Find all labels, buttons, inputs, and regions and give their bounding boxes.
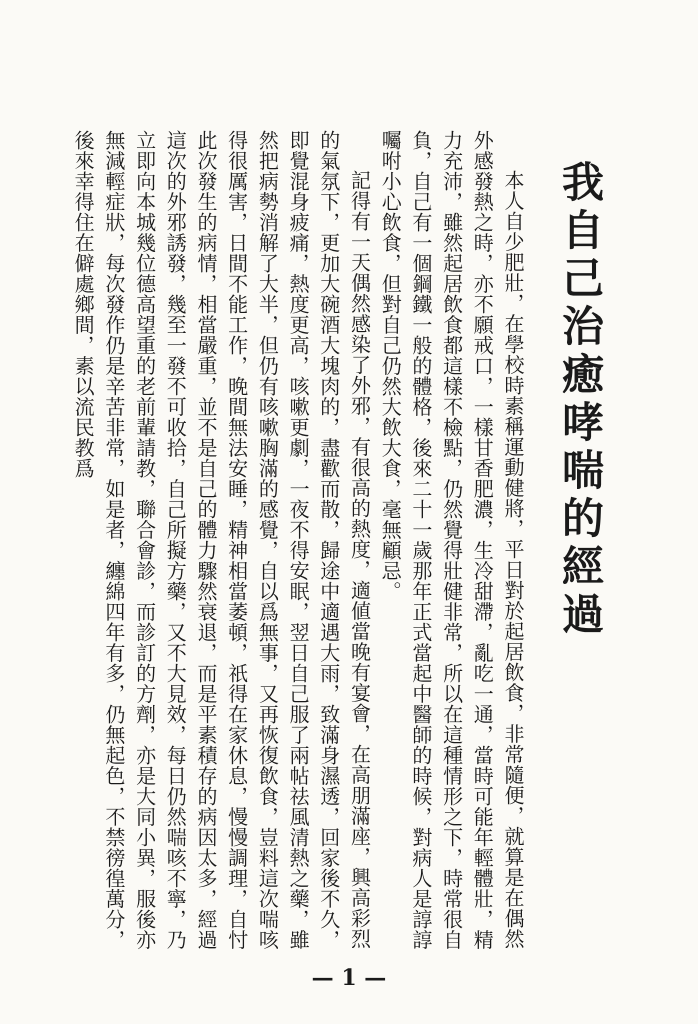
body-text — [71, 130, 528, 960]
paragraph-2: 記得有一天偶然感染了外邪，有很高的熱度，適値當晚有宴會，在高朋滿座，興高彩烈的氣氛下，更加大碗酒大塊肉的，盡歡而散，歸途中適遇大雨，致滿身濕透，回家後不久，即覺混身疲痛，熱度更高，咳嗽更劇，一夜不得安眠，翌日自己服了兩帖祛風清熱之藥，雖然把病勢消解了大半，但仍有咳嗽胸滿的感覺，自以爲無事，又再恢復飲食，豈料這次喘咳得很厲害，日間不能工作，晚間無法安睡，精神相當萎頓，祇得在家休息，慢慢調理，自忖此次發生的病情，相當嚴重，並不是自己的體力驟然衰退，而是平素積存的病因太多，經過這次的外邪誘發，幾至一發不可收拾，自己所擬方藥，又不大見效，每日仍然喘咳不寧，乃立即向本城幾位德高望重的老前輩請教，聯合會診，而診訂的方劑，亦是大同小異，服後亦無減輕症狀，每次發作仍是辛苦非常，如是者，纏綿四年有多，仍無起色，不禁徬徨萬分，後來幸得住在僻處鄉間，素以流民教爲 — [71, 130, 372, 950]
chapter-title: 我自己治癒哮喘的經過 — [556, 160, 605, 640]
page-number: — 1 — — [311, 965, 387, 991]
paragraph-1: 本人自少肥壯，在學校時素稱運動健將，平日對於起居飲食，非常隨便，就算是在偶然外感發熱之時，亦不願戒口，一樣甘香肥濃，生冷甜滯，亂吃一通，當時可能年輕體壯，精力充沛，雖然起居飲食都這樣不檢點，仍然覺得壯健非常，所以在這種情形之下，時常很自負，自己有一個鋼鐵一般的體格，後來二十一歲那年正式當起中醫師的時候，對病人是諄諄囑咐小心飲食，但對自己仍然大飲大食，毫無顧忌。 — [378, 130, 525, 950]
